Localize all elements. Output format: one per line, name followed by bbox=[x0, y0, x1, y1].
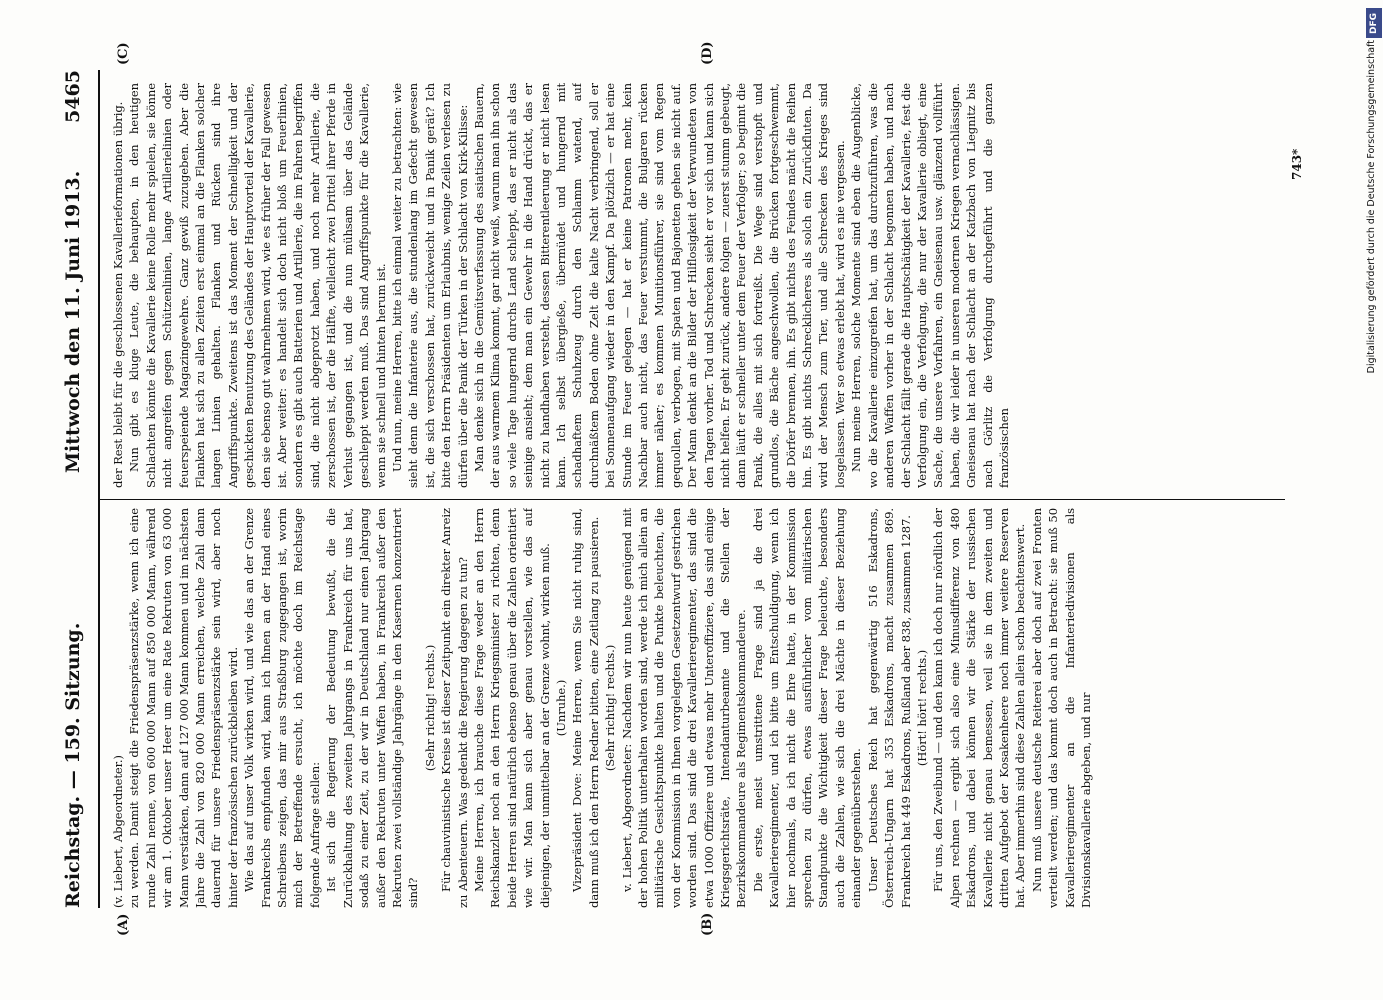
footer-number: 743* bbox=[1290, 148, 1304, 180]
margin-marker-c: (C) bbox=[116, 42, 131, 65]
interjection: (Unruhe.) bbox=[553, 679, 568, 737]
header-date: Mittwoch den 11. Juni 1913. bbox=[62, 170, 84, 473]
header-rule bbox=[98, 70, 100, 908]
paragraph: zu werden. Damit steigt die Friedenspräsenzstärke, wenn ich eine runde Zahl nenne, von 600 000 Mann auf 850 000 Mann, während wir am 1. Oktober unser Heer um eine Rate Rekruten von 63 000 Mann verstärken, dann auf 127 000 Mann kommen und im nächsten Jahre die Zahl von 820 000 Mann erreichen, welche Zahl dann dauernd für unsere Friedenspräsenzstärke sein wird, aber noch hinter der französischen zurückbleiben wird. bbox=[127, 508, 240, 908]
quote-paragraph: Man denke sich in die Gemütsverfassung des asiatischen Bauern, der aus warmem Klima kommt, gar nicht weiß, warum man ihn schon so viele Tage hungernd durchs Land schleppt, das er nicht als das seinige ansieht; dem man ein Gewehr in die Hand drückt, das er nicht zu handhaben versteht, dessen Bitterentleerung er nicht lesen kann. Ich selbst übergieße, übermüdet und hungernd mit schadhaftem Schuhzeug durch den Schlamm watend, auf durchnäßtem Boden ohne Zelt die kalte Nacht verbringend, soll er bei Sonnenaufgang wieder in den Kampf. Da plötzlich — er hat eine Stunde im Feuer gelegen — hat er keine Patronen mehr, kein Nachbar auch nicht, das Feuer verstummt, die Bulgaren rücken immer näher; es kommen Munitionsführer, sie sind vom Regen gequollen, verbogen, mit Spaten und Bajonetten gehen sie nicht auf. Der Mann denkt an die Bilder der Hilflosigkeit der Verwundeten von den Tagen vorher. Tod und Schrecken sieht er vor sich und kann sich nicht helfen. Er geht zurück, andere folgen — zuerst stumm gebeugt, dann läuft er schneller unter dem Feuer der Verfolger; so beginnt die Panik, die alles mit sich fortreißt. Die Wege sind verstopft und grundlos, die Bäche angeschwollen, die Brücken fortgeschwemmt, die Dörfer brennen, ihn. Es gibt nichts des Feindes mächt die Reihen hin. Es gibt nichts Schrecklicheres als solch ein Zurückfluten. Da wird der Mensch zum Tier, und alle Schrecken des Krieges sind losgelassen. Wer so etwas erlebt hat, wird es nie vergessen. bbox=[471, 83, 847, 488]
paragraph: Für uns, den Zweibund — und den kann ich doch nur nördlich der Alpen rechnen — ergibt sich also eine Minusdifferenz von 480 Eskadrons, und dabei können wir die Stärke der russischen Kavallerie nicht genau bemessen, weil sie in dem zweiten und dritten Aufgebot der Kosakenheere noch immer weitere Reserven hat. Aber immerhin sind diese Zahlen allein schon beachtenswert. bbox=[931, 508, 1028, 908]
paragraph: Nun meine Herren, solche Momente sind eben die Augenblicke, wo die Kavallerie einzugreifen hat, um das durchzuführen, was die anderen Waffen vorher in der Schlacht begonnen haben, und nach der Schlacht fällt gerade die Hauptschätigkeit der Kavallerie, fest die Verfolgung ein, die Verfolgung, die nur der Kavallerie obliegt, eine Sache, die unsere Vorfahren, ein Gneisenau usw. glänzend vollführt haben, die wir leider in unseren modernen Kriegen vernachlässigen. Gneisenau hat nach der Schlacht an der Katzbach von Liegnitz bis nach Görlitz die Verfolgung durchgeführt und die ganzen französischen bbox=[849, 83, 1011, 488]
margin-marker-b: (B) bbox=[700, 912, 715, 936]
interjection: (Sehr richtig! rechts.) bbox=[422, 644, 437, 772]
interjection: (Sehr richtig! rechts.) bbox=[603, 644, 618, 772]
dfg-logo: DFG bbox=[1366, 8, 1382, 38]
margin-marker-d: (D) bbox=[700, 41, 715, 65]
quote-paragraph: Für chauvinistische Kreise ist dieser Zeitpunkt ein direkter Anreiz zu Abenteuern. Was gedenkt die Regierung dagegen zu tun? bbox=[439, 508, 470, 908]
digitization-note: Digitalisierung gefördert durch die Deutsche Forschungsgemeinschaft bbox=[1366, 40, 1377, 374]
paragraph: Nun muß unsere deutsche Reiterei aber doch auf zwei Fronten verteilt werden; und das kommt doch auch in Betracht: sie muß 50 Kavallerieregimenter an die Infanteriedivisionen als Divisionskavallerie abgeben, und nur bbox=[1029, 508, 1093, 908]
speaker-paragraph: Vizepräsident Dove: Meine Herren, wenn Sie nicht ruhig sind, dann muß ich den Herrn Redner bitten, eine Zeitlang zu pausieren. bbox=[570, 508, 601, 908]
paragraph: der Rest bleibt für die geschlossenen Kavallerieformationen übrig. bbox=[111, 101, 125, 488]
header-left: Reichstag. — 159. Sitzung. bbox=[62, 622, 84, 908]
paragraph: Unser Deutsches Reich hat gegenwärtig 516 Eskadrons, Österreich-Ungarn hat 353 Eskadrons, macht zusammen 869. Frankreich hat 449 Eskadrons, Rußland aber 838, zusammen 1287. bbox=[865, 508, 913, 908]
column-divider bbox=[100, 499, 1285, 500]
right-column bbox=[110, 83, 1290, 488]
paragraph: Wie das auf unser Volk wirken wird, und wie das an der Grenze Frankreichs empfunden wird, kann ich Ihnen an der Hand eines Schreibens zeigen, das mir aus Straßburg zugegangen ist, worin mich der Betreffende ersucht, ich möchte doch im Reichstage folgende Anfrage stellen: bbox=[242, 508, 322, 908]
paragraph: Meine Herren, ich brauche diese Frage weder an den Herrn Reichskanzler noch an den Herrn Kriegsminister zu richten, denn beide Herren sind natürlich ebenso genau über die Zahlen orientiert wie wir. Man kann sich aber genau vorstellen, wie das auf diejenigen, der unmittelbar an der Grenze wohnt, wirken muß. bbox=[471, 508, 552, 908]
left-column bbox=[110, 508, 1290, 908]
paragraph: Die erste, meist umstrittene Frage sind ja die drei Kavallerieregimenter, und ich bitte um Entschuldigung, wenn ich hier nochmals, da ich nicht die Ehre hatte, in der Kommission sprechen zu dürfen, etwas ausführlicher vom militärischen Standpunkte die Wichtigkeit dieser Frage beleuchte, besonders auch die Zahlen, wie sich die drei Mächte in dieser Beziehung einander gegenüberstehen. bbox=[750, 508, 864, 908]
quote-paragraph: Ist sich die Regierung der Bedeutung bewußt, die die Zurückhaltung des zweiten Jahrgangs in Frankreich für uns hat, sodaß zu einer Zeit, zu der wir in Deutschland nur einen Jahrgang außer den Rekruten unter Waffen haben, in Frankreich außer den Rekruten zwei vollständige Jahrgänge in den Kasernen konzentriert sind? bbox=[324, 508, 421, 908]
paragraph: (v. Liebert, Abgeordneter.) bbox=[111, 755, 125, 908]
speaker-paragraph: v. Liebert, Abgeordneter: Nachdem wir nun heute genügend mit der hohen Politik unterhalten worden sind, werde ich mich allein an militärische Gesichtspunkte halten und die Punkte beleuchten, die von der Kommission in Ihnen vorgelegten Gesetzentwurf gestrichen worden sind. Das sind die drei Kavallerieregimenter, das sind die etwa 1000 Offiziere und etwas mehr Unteroffiziere, das sind einige Kriegsgerichtsräte, Intendanturbeamte und die Stellen der Bezirkskommandeure als Regimentskommandeure. bbox=[619, 508, 749, 908]
page-number: 5465 bbox=[62, 70, 84, 123]
page-header bbox=[54, 70, 94, 908]
interjection: (Hört! hört! rechts.) bbox=[914, 649, 929, 767]
margin-marker-a: (A) bbox=[116, 913, 131, 936]
paragraph: Nun gibt es kluge Leute, die behaupten, in den heutigen Schlachten könnte die Kavallerie keine Rolle mehr spielen, sie könne nicht angreifen gegen Schützenlinien, lange Artillerielinien oder feuerspeiende Magazingewehre. Ganz gewiß zuzugeben. Aber die Flanken hat sich zu allen Zeiten erst einmal an die Flanken solcher langen Linien gehalten. Flanken und Rücken sind ihre Angriffspunkte. Zweitens ist das Moment der Schnelligkeit und der geschickten Benutzung des Geländes der Hauptvorteil der Kavallerie, den sie ebenso gut wahrnehmen wird, wie es früher der Fall gewesen ist. Aber weiter: es handelt sich doch nicht bloß um Feuerlinien, sondern es gibt auch Batterien und Artillerie, die im Fahren begriffen sind, die nicht abgeprotzt haben, und noch mehr Artillerie, die zerschossen ist, der die Hälfte, vielleicht zwei Drittel ihrer Pferde in Verlust gegangen ist, und die nun mühsam über das Gelände geschleppt werden muß. Das sind Angriffspunkte für die Kavallerie, wenn sie schnell und hinten herum ist. bbox=[127, 83, 388, 488]
paragraph: Und nun, meine Herren, bitte ich einmal weiter zu betrachten: wie sieht denn die Infanterie aus, die stundenlang im Gefecht gewesen ist, die sich verschossen hat, zurückweicht und in Panik gerät? Ich bitte den Herrn Präsidenten um Erlaubnis, wenige Zeilen verlesen zu dürfen über die Panik der Türken in der Schlacht von Kirk-Kilisse: bbox=[389, 83, 470, 488]
